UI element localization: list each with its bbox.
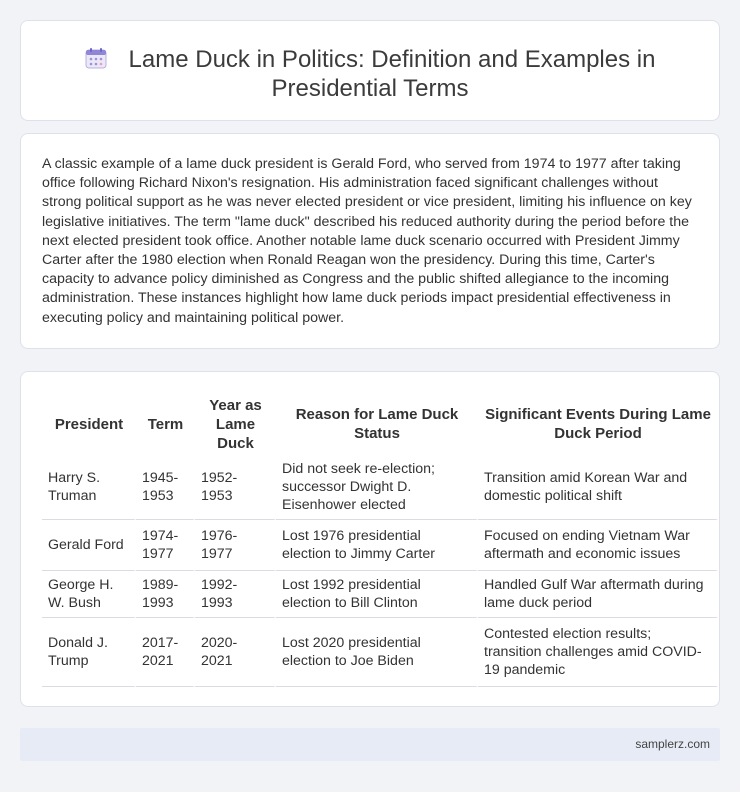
cell-year: 1976-1977: [195, 520, 276, 571]
presidents-table: [42, 394, 718, 687]
cell-president: Harry S. Truman: [42, 454, 136, 520]
table-card: [20, 371, 720, 707]
intro-card: [20, 133, 720, 349]
page-title: Lame Duck in Politics: Definition and Examples in Presidential Terms: [128, 46, 656, 102]
header-term: Term: [147, 415, 184, 433]
cell-events: Contested election results; transition challenges amid COVID-19 pandemic: [478, 618, 718, 687]
cell-term: 1974-1977: [136, 520, 195, 571]
header-president: President: [54, 415, 124, 433]
cell-reason: Lost 2020 presidential election to Joe Biden: [276, 618, 478, 687]
page-title-wrap: [21, 45, 719, 103]
title-card: [20, 20, 720, 121]
footer-source: samplerz.com: [635, 737, 710, 751]
cell-year: 2020-2021: [195, 618, 276, 687]
cell-term: 2017-2021: [136, 618, 195, 687]
header-events: Significant Events During Lame Duck Period: [485, 406, 711, 442]
cell-term: 1945-1953: [136, 454, 195, 520]
cell-term: 1989-1993: [136, 571, 195, 618]
cell-year: 1992-1993: [195, 571, 276, 618]
cell-events: Transition amid Korean War and domestic political shift: [478, 454, 718, 520]
table-row: [42, 454, 718, 520]
cell-reason: Lost 1992 presidential election to Bill Clinton: [276, 571, 478, 618]
header-reason: Reason for Lame Duck Status: [295, 406, 459, 442]
cell-events: Focused on ending Vietnam War aftermath and economic issues: [478, 520, 718, 571]
header-year-lame-duck: Year as Lame Duck: [209, 396, 262, 452]
cell-president: George H. W. Bush: [42, 571, 136, 618]
table-row: [42, 571, 718, 618]
table-row: [42, 618, 718, 687]
cell-president: Gerald Ford: [42, 520, 136, 571]
table-header-row: [42, 394, 718, 454]
intro-paragraph: A classic example of a lame duck president is Gerald Ford, who served from 1974 to 1977 after taking office following Richard Nixon's resignation. His administration faced significant challenges without strong political support as he was never elected president or vice president, limiting his influence on key legislative initiatives. The term "lame duck" described his reduced authority during the period before the next elected president took office. Another notable lame duck scenario occurred with President Jimmy Carter after the 1980 election when Ronald Reagan won the presidency. During this time, Carter's capacity to advance policy diminished as Congress and the public shifted allegiance to the incoming administration. These instances highlight how lame duck periods impact presidential effectiveness in executing policy and maintaining political power.: [42, 156, 692, 326]
footer-bar: [20, 728, 720, 761]
cell-reason: Did not seek re-election; successor Dwight D. Eisenhower elected: [276, 454, 478, 520]
cell-reason: Lost 1976 presidential election to Jimmy Carter: [276, 520, 478, 571]
calendar-icon: [85, 47, 107, 69]
cell-year: 1952-1953: [195, 454, 276, 520]
cell-events: Handled Gulf War aftermath during lame duck period: [478, 571, 718, 618]
cell-president: Donald J. Trump: [42, 618, 136, 687]
table-row: [42, 520, 718, 571]
